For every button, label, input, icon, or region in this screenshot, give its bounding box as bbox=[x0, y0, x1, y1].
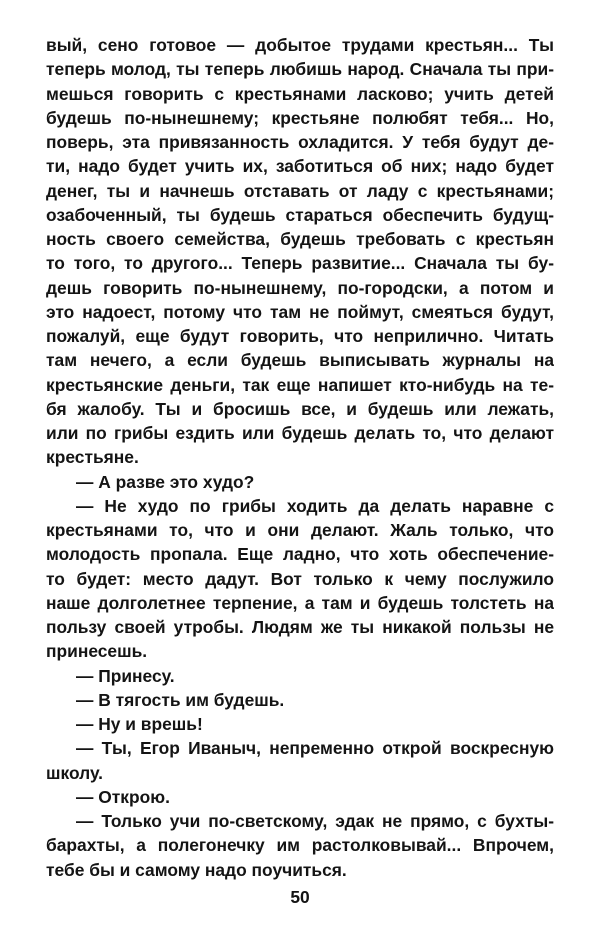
text-line: школу. bbox=[46, 762, 103, 783]
dialogue-line: — Не худо по грибы ходить да делать наравне с bbox=[76, 495, 554, 516]
dialogue-line: — Принесу. bbox=[76, 665, 175, 686]
dialogue-line: — А разве это худо? bbox=[76, 471, 255, 492]
text-line: озабоченный, ты будешь стараться обеспечить будущ- bbox=[46, 204, 554, 225]
text-line: крестьянами то, что и они делают. Жаль только, что bbox=[46, 520, 554, 540]
text-line: мешься говорить с крестьянами ласково; учить детей bbox=[46, 83, 554, 104]
dialogue-line: — Ну и врешь! bbox=[76, 714, 203, 734]
text-line: теперь молод, ты теперь любишь народ. Сначала ты при- bbox=[46, 59, 554, 80]
text-line: поверь, эта привязанность охладится. У тебя будут де- bbox=[46, 132, 554, 152]
text-line: ти, надо будет учить их, заботиться об них; надо будет bbox=[46, 156, 554, 177]
text-line: это надоест, потому что там не поймут, смеяться будут, bbox=[46, 301, 554, 322]
text-line: принесешь. bbox=[46, 641, 148, 662]
text-line: пользу своей утробы. Людям же ты никакой пользы не bbox=[46, 617, 554, 637]
dialogue-line: — Открою. bbox=[76, 786, 170, 807]
text-line: вый, сено готовое — добытое трудами крестьян... Ты bbox=[46, 35, 554, 55]
text-line: тебе бы и самому надо поучиться. bbox=[46, 859, 347, 880]
text-line: ность своего семейства, будешь требовать с крестьян bbox=[46, 229, 554, 249]
dialogue-line: — В тягость им будешь. bbox=[76, 689, 285, 710]
text-line: барахты, а полегонечку им растолковывай... Впрочем, bbox=[46, 835, 554, 856]
text-line: наше долголетнее терпение, а там и будешь толстеть на bbox=[46, 592, 554, 613]
dialogue-line: — Только учи по-светскому, эдак не прямо, с бухты- bbox=[76, 811, 554, 831]
text-line: то того, то другого... Теперь развитие... Сначала ты бу- bbox=[46, 253, 554, 274]
text-line: или по грибы ездить или будешь делать то, что делают bbox=[46, 423, 554, 443]
text-line: бя жалобу. Ты и бросишь все, и будешь или лежать, bbox=[46, 398, 554, 419]
text-line: денег, ты и начнешь отставать от ладу с крестьянами; bbox=[46, 180, 554, 201]
text-line: крестьянские деньги, так еще напишет кто-нибудь на те- bbox=[46, 374, 554, 395]
text-line: молодость пропала. Еще ладно, что хоть обеспечение- bbox=[46, 544, 554, 565]
text-line: там нечего, а если будешь выписывать журналы на bbox=[46, 350, 554, 371]
text-line: дешь говорить по-нынешнему, по-городски, а потом и bbox=[46, 277, 554, 298]
text-line: то будет: место дадут. Вот только к чему послужило bbox=[46, 568, 554, 589]
text-line: крестьяне. bbox=[46, 447, 139, 468]
body-text bbox=[46, 33, 554, 882]
text-line: будешь по-нынешнему; крестьяне полюбят тебя... Но, bbox=[46, 107, 554, 128]
page-number: 50 bbox=[290, 887, 310, 907]
dialogue-line: — Ты, Егор Иваныч, непременно открой воскресную bbox=[76, 738, 554, 759]
text-line: пожалуй, еще будут говорить, что неприлично. Читать bbox=[46, 326, 554, 346]
